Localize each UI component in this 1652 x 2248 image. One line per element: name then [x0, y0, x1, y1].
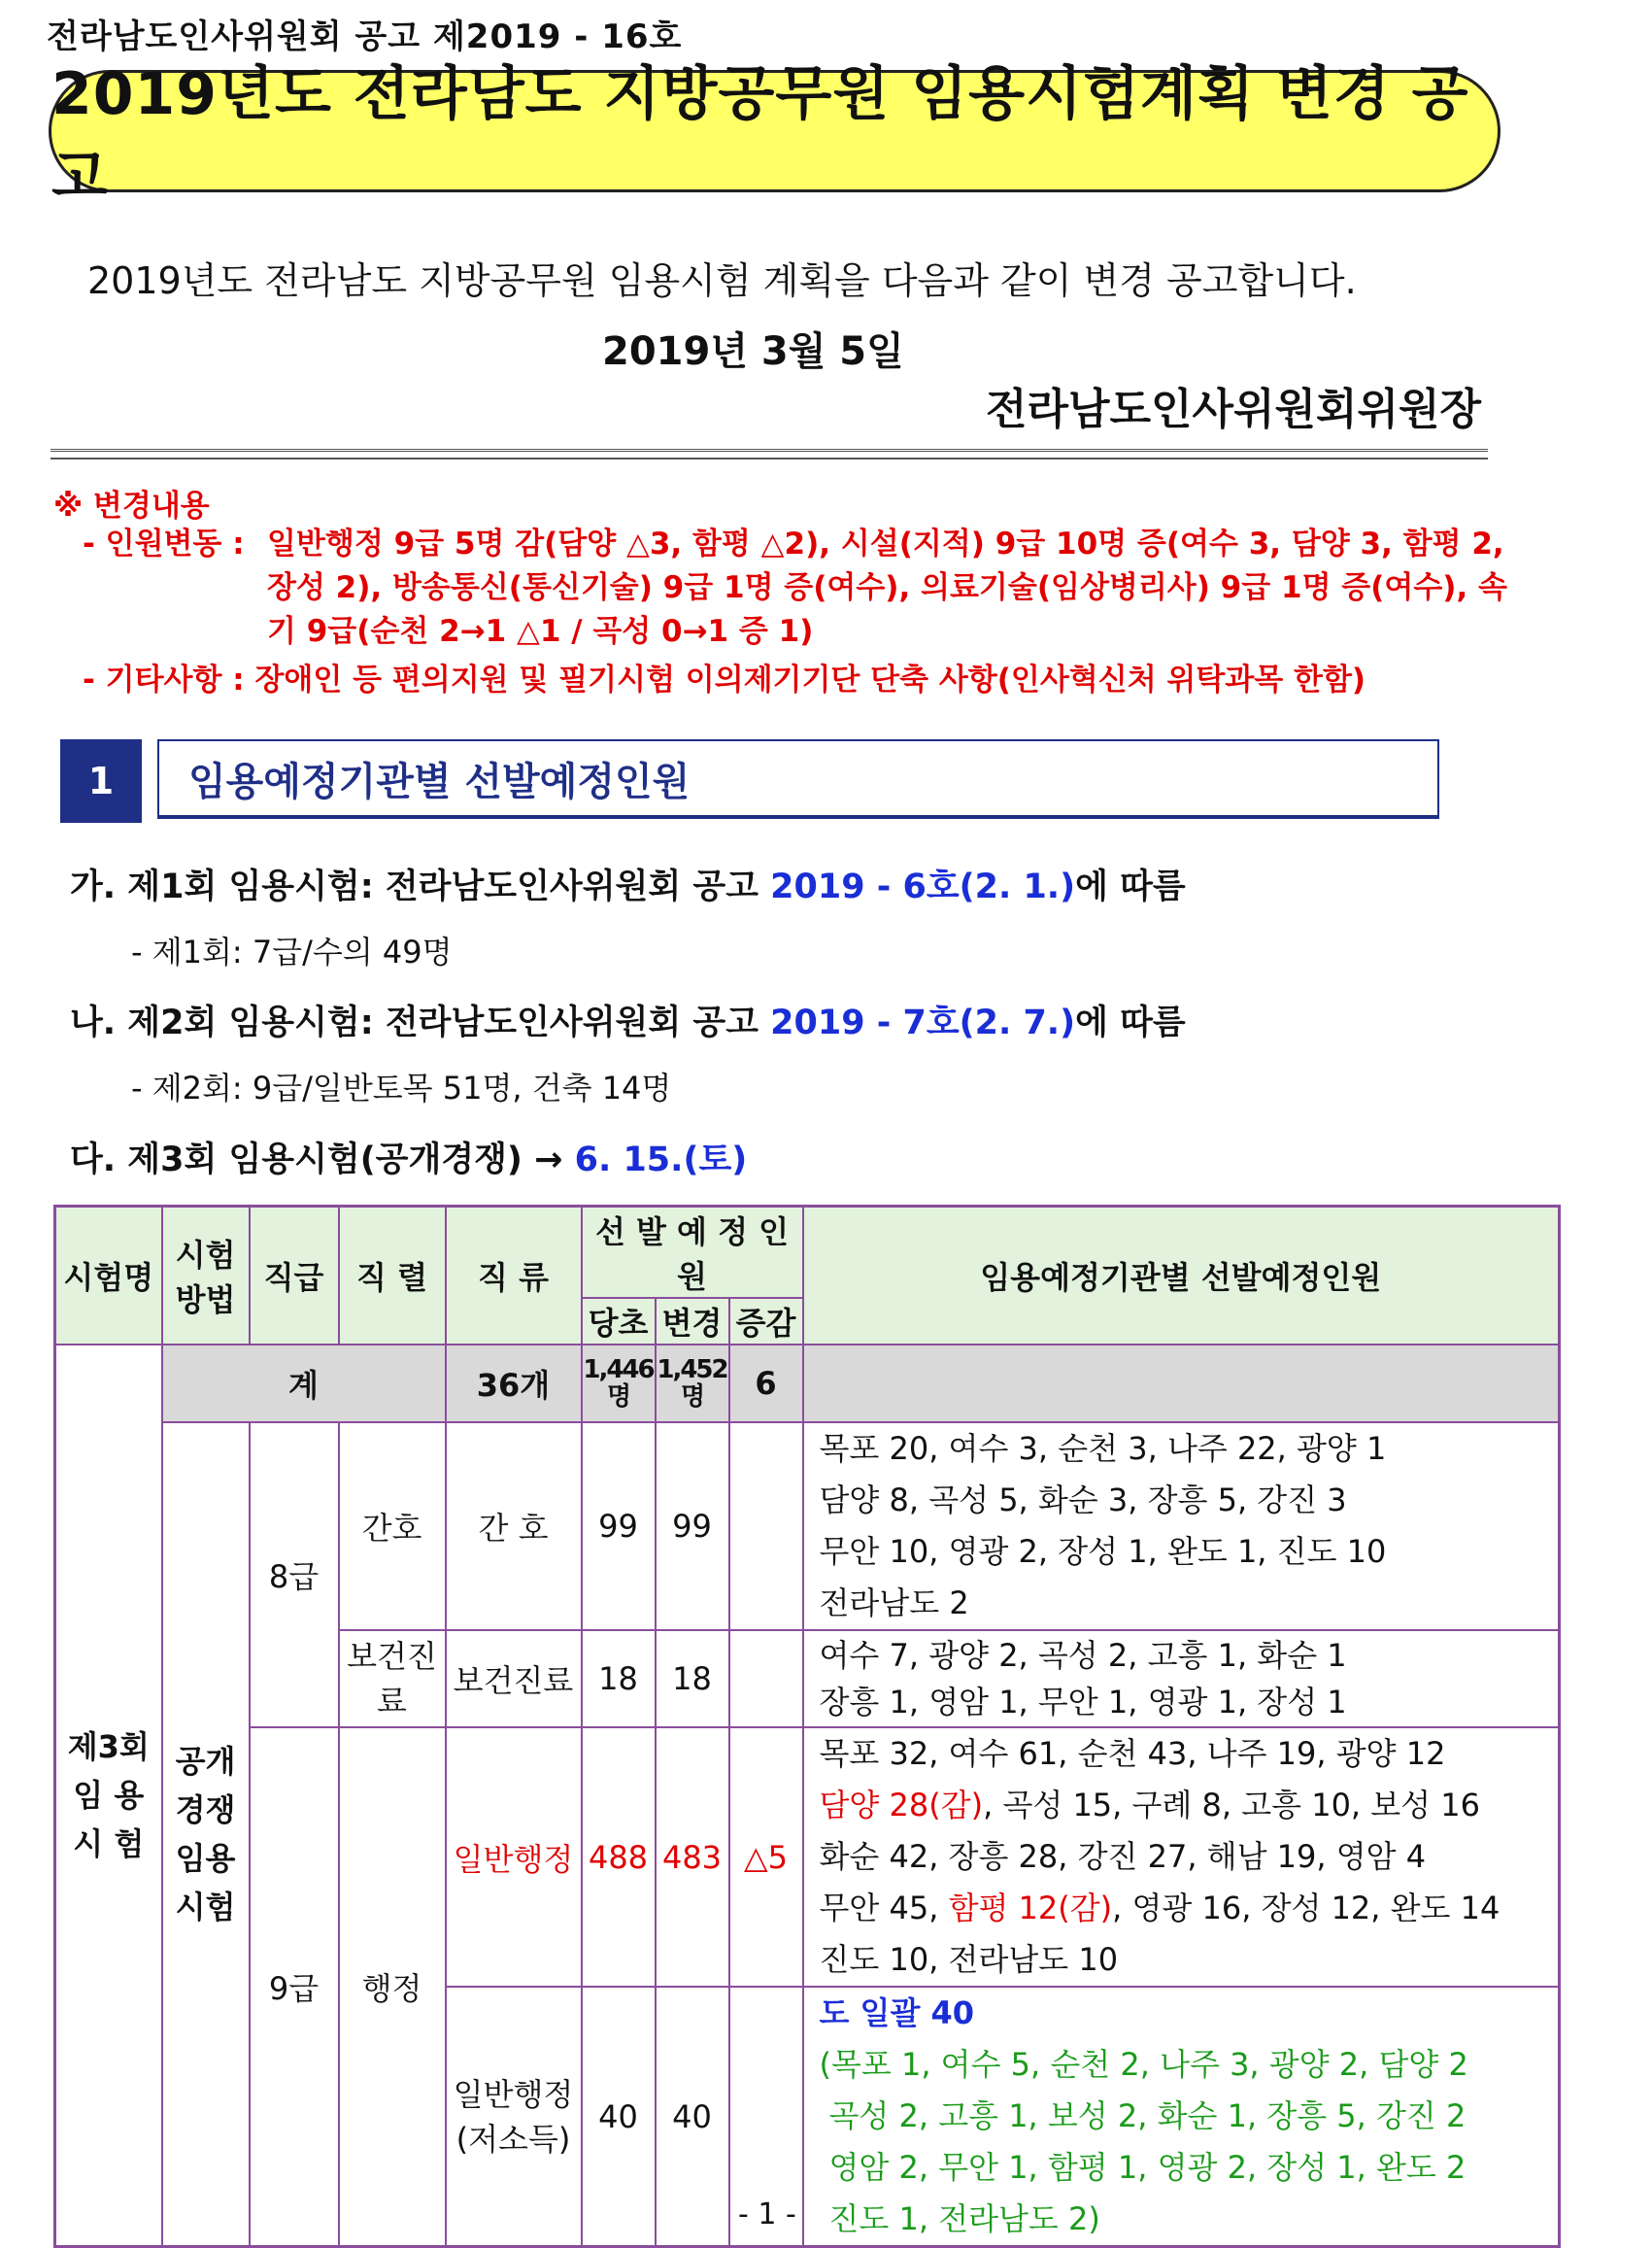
category-cell: 보건진료: [446, 1630, 582, 1727]
series-cell: 간호: [339, 1422, 446, 1630]
agency-cell: [803, 1422, 1560, 1630]
th-category: 직 류: [446, 1207, 582, 1345]
total-diff: 6: [729, 1345, 803, 1422]
notice-date: 2019년 3월 5일: [602, 329, 904, 374]
series-cell: 행정: [339, 1727, 446, 2247]
section-heading: [60, 739, 1439, 823]
agency-head: 도 일괄 40: [819, 1994, 975, 2031]
selection-table: [53, 1205, 1561, 2248]
original-cell: 99: [582, 1422, 656, 1630]
section-title: 임용예정기관별 선발예정인원: [157, 739, 1439, 819]
total-original: 1,446명: [582, 1345, 656, 1422]
item-na-detail: - 제2회: 9급/일반토목 51명, 건축 14명: [131, 1070, 672, 1107]
changes-title: ※ 변경내용: [53, 489, 210, 524]
changed-cell: 483: [656, 1727, 729, 1987]
section-number: 1: [60, 739, 142, 823]
category-cell: 간 호: [446, 1422, 582, 1630]
agency-cell: [803, 1727, 1560, 1987]
personnel-change: [83, 523, 1539, 654]
personnel-change-label: - 인원변동 :: [83, 527, 245, 562]
total-categories: 36개: [446, 1345, 582, 1422]
original-cell: 40: [582, 1987, 656, 2247]
diff-cell: △5: [729, 1727, 803, 1987]
agency-text: , 영광 16, 장성 12, 완도 14: [1112, 1890, 1500, 1926]
page-title: 2019년도 전라남도 지방공무원 임용시험계획 변경 공고: [51, 60, 1469, 212]
table-row: [55, 1422, 1560, 1630]
title-banner: [49, 60, 1500, 212]
total-row: [55, 1345, 1560, 1422]
item-ga-prefix: 가. 제1회 임용시험: 전라남도인사위원회 공고: [70, 868, 771, 906]
agency-text: 무안 45,: [819, 1890, 949, 1926]
item-ga: [70, 860, 1186, 908]
th-by-agency: 임용예정기관별 선발예정인원: [803, 1207, 1560, 1345]
agency-line: 곡성 2, 고흥 1, 보성 2, 화순 1, 장흥 5, 강진 2: [828, 2097, 1467, 2134]
issuer: 전라남도인사위원회위원장: [986, 385, 1482, 434]
item-da: [70, 1133, 747, 1181]
agency-line: 여수 7, 광양 2, 곡성 2, 고흥 1, 화순 1: [819, 1637, 1347, 1674]
changed-cell: 18: [656, 1630, 729, 1727]
personnel-change-text: 일반행정 9급 5명 감(담양 △3, 함평 △2), 시설(지적) 9급 10명 증(여수 3, 담양 3, 함평 2, 장성 2), 방송통신(통신기술) 9급 1명 증(여수), 의료기술(임상병리사) 9급 1명 증(여수), 속기 9급(순천 2→1 △1 / 곡성 0→1 증 1): [267, 527, 1507, 649]
total-changed: 1,452명: [656, 1345, 729, 1422]
agency-line: [820, 1780, 1559, 1831]
original-cell: 488: [582, 1727, 656, 1987]
original-cell: 18: [582, 1630, 656, 1727]
total-agency: [803, 1345, 1560, 1422]
th-planned: 선 발 예 정 인 원: [582, 1207, 803, 1299]
grade-8-cell: 8급: [250, 1422, 339, 1727]
grade-9-cell: 9급: [250, 1727, 339, 2247]
item-na-prefix: 나. 제2회 임용시험: 전라남도인사위원회 공고: [70, 1004, 771, 1042]
agency-line: 전라남도 2: [819, 1584, 969, 1621]
other-change: [83, 655, 1365, 698]
page-number: - 1 -: [738, 2197, 796, 2231]
item-na: [70, 996, 1186, 1044]
item-da-prefix: 다. 제3회 임용시험(공개경쟁) →: [70, 1141, 575, 1179]
item-na-suffix: 에 따름: [1075, 1004, 1186, 1042]
item-na-ref: 2019 - 7호(2. 7.): [770, 1004, 1076, 1042]
item-ga-suffix: 에 따름: [1075, 868, 1186, 906]
agency-line: 영암 2, 무안 1, 함평 1, 영광 2, 장성 1, 완도 2: [828, 2149, 1467, 2186]
category-cell: 일반행정: [446, 1727, 582, 1987]
agency-text: , 곡성 15, 구례 8, 고흥 10, 보성 16: [983, 1787, 1480, 1823]
diff-cell: [729, 1422, 803, 1630]
th-series: 직 렬: [339, 1207, 446, 1345]
intro-text: 2019년도 전라남도 지방공무원 임용시험 계획을 다음과 같이 변경 공고합니다.: [87, 259, 1357, 302]
agency-line: 담양 8, 곡성 5, 화순 3, 장흥 5, 강진 3: [819, 1482, 1347, 1518]
exam-method-cell: 공개경쟁임용시험: [162, 1422, 250, 2247]
th-original: 당초: [582, 1298, 656, 1345]
th-exam-name: 시험명: [55, 1207, 162, 1345]
agency-line: (목포 1, 여수 5, 순천 2, 나주 3, 광양 2, 담양 2: [819, 2046, 1468, 2083]
agency-line: 목포 20, 여수 3, 순천 3, 나주 22, 광양 1: [819, 1430, 1387, 1467]
agency-line: 진도 10, 전라남도 10: [819, 1941, 1119, 1978]
agency-reduced: 담양 28(감): [819, 1787, 984, 1823]
series-cell: 보건진료: [339, 1630, 446, 1727]
total-label: 계: [162, 1345, 446, 1422]
agency-line: 무안 10, 영광 2, 장성 1, 완도 1, 진도 10: [819, 1533, 1387, 1570]
diff-cell: [729, 1630, 803, 1727]
double-divider: [51, 449, 1488, 460]
th-exam-method: 시험방법: [162, 1207, 250, 1345]
notice-number: 전라남도인사위원회 공고 제2019 - 16호: [47, 17, 683, 56]
th-changed: 변경: [656, 1298, 729, 1345]
other-change-text: 장애인 등 편의지원 및 필기시험 이의제기기단 단축 사항(인사혁신처 위탁과목 한함): [254, 663, 1366, 698]
agency-line: 장흥 1, 영암 1, 무안 1, 영광 1, 장성 1: [819, 1684, 1347, 1720]
item-ga-ref: 2019 - 6호(2. 1.): [770, 868, 1076, 906]
agency-cell: [803, 1987, 1560, 2247]
changed-cell: 40: [656, 1987, 729, 2247]
agency-reduced: 함평 12(감): [948, 1890, 1113, 1926]
agency-line: [820, 1883, 1559, 1934]
agency-line: 목포 32, 여수 61, 순천 43, 나주 19, 광양 12: [819, 1735, 1446, 1772]
agency-line: 화순 42, 장흥 28, 강진 27, 해남 19, 영암 4: [819, 1838, 1427, 1875]
item-da-date: 6. 15.(토): [574, 1141, 748, 1179]
table-row: [55, 1727, 1560, 1987]
exam-name-cell: 제3회 임 용 시 험: [55, 1345, 162, 2247]
other-change-label: - 기타사항 :: [83, 663, 245, 698]
item-ga-detail: - 제1회: 7급/수의 49명: [131, 934, 453, 971]
agency-cell: [803, 1630, 1560, 1727]
agency-line: 진도 1, 전라남도 2): [828, 2200, 1100, 2237]
changed-cell: 99: [656, 1422, 729, 1630]
category-cell: 일반행정(저소득): [446, 1987, 582, 2247]
th-grade: 직급: [250, 1207, 339, 1345]
th-diff: 증감: [729, 1298, 803, 1345]
